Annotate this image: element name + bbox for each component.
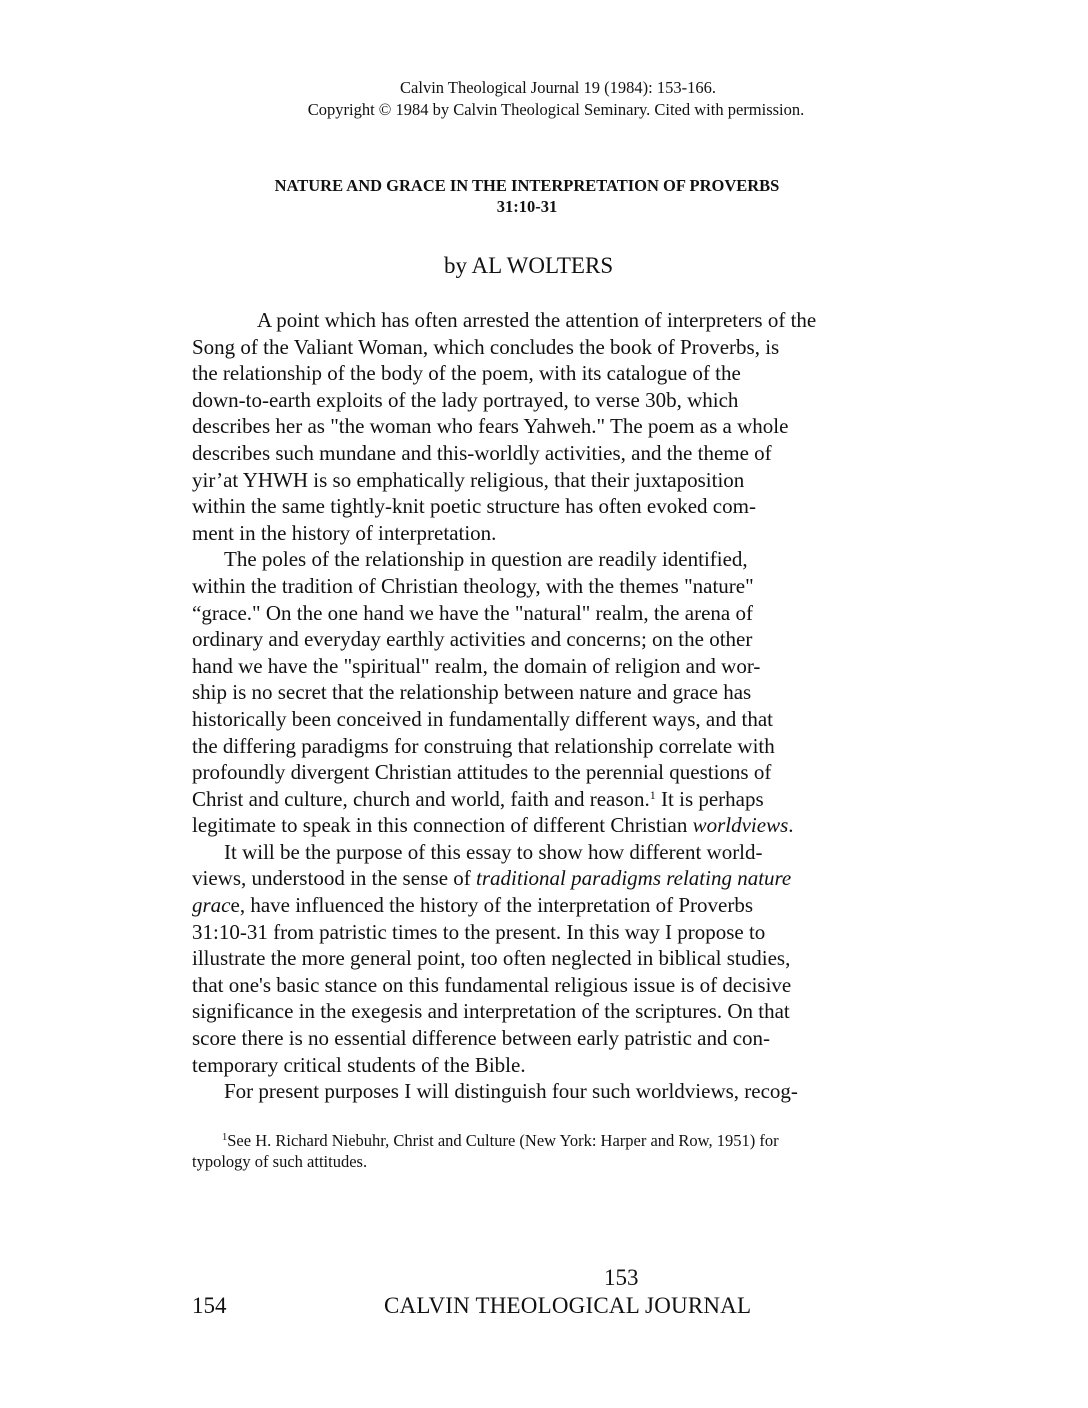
body-line	[192, 865, 872, 892]
body-line: the relationship of the body of the poem, with its catalogue of the	[192, 361, 741, 386]
body-line: describes her as "the woman who fears Yahweh." The poem as a whole	[192, 414, 789, 439]
body-line: It will be the purpose of this essay to show how different world-	[224, 839, 763, 864]
next-page-number: 154	[192, 1293, 227, 1318]
body-text: legitimate to speak in this connection of different Christian	[192, 813, 693, 838]
body-line: 31:10-31 from patristic times to the present. In this way I propose to	[192, 919, 766, 944]
body-line: yir’at YHWH is so emphatically religious, that their juxtaposition	[192, 467, 745, 492]
body-line: A point which has often arrested the attention of interpreters of the	[257, 308, 817, 332]
article-body	[192, 307, 872, 1105]
body-text: .	[788, 813, 794, 838]
body-line: within the same tightly-knit poetic structure has often evoked com-	[192, 494, 756, 519]
body-line: temporary critical students of the Bible.	[192, 1052, 526, 1077]
body-line	[192, 892, 872, 919]
page-number: 153	[604, 1265, 639, 1290]
emphasis-text: traditional paradigms relating nature	[476, 866, 792, 891]
citation-line: Calvin Theological Journal 19 (1984): 153-166.	[400, 78, 716, 97]
body-line: profoundly divergent Christian attitudes to the perennial questions of	[192, 760, 772, 785]
body-line: ship is no secret that the relationship between nature and grace has	[192, 680, 752, 705]
body-line	[192, 812, 872, 839]
body-line	[192, 786, 872, 813]
body-text: e, have influenced the history of the interpretation of Proverbs	[230, 893, 753, 918]
body-line: the differing paradigms for construing that relationship correlate with	[192, 733, 775, 758]
copyright-line: Copyright © 1984 by Calvin Theological Seminary. Cited with permission.	[307, 100, 805, 119]
body-line: The poles of the relationship in question are readily identified,	[224, 547, 748, 572]
footnote-line	[192, 1130, 892, 1151]
article-title-line-1: NATURE AND GRACE IN THE INTERPRETATION OF PROVERBS	[274, 176, 780, 195]
body-line: Song of the Valiant Woman, which concludes the book of Proverbs, is	[192, 334, 780, 359]
body-line: “grace." On the one hand we have the "natural" realm, the arena of	[192, 600, 753, 625]
running-head: CALVIN THEOLOGICAL JOURNAL	[384, 1293, 752, 1318]
body-line: down-to-earth exploits of the lady portrayed, to verse 30b, which	[192, 387, 739, 412]
article-title-line-2: 31:10-31	[496, 197, 558, 216]
body-line: that one's basic stance on this fundamental religious issue is of decisive	[192, 972, 792, 997]
body-line: within the tradition of Christian theology, with the themes "nature"	[192, 573, 754, 598]
body-line: For present purposes I will distinguish four such worldviews, recog-	[224, 1079, 798, 1104]
emphasis-text: worldviews	[692, 813, 789, 838]
footnote-line: typology of such attitudes.	[192, 1152, 368, 1171]
body-line: describes such mundane and this-worldly activities, and the theme of	[192, 440, 772, 465]
footnote-ref: 1	[649, 787, 656, 802]
body-text: views, understood in the sense of	[192, 866, 477, 891]
body-text: Christ and culture, church and world, faith and reason.	[192, 786, 650, 811]
emphasis-text: grac	[192, 893, 231, 918]
body-line: score there is no essential difference between early patristic and con-	[192, 1026, 771, 1051]
author-byline: by AL WOLTERS	[444, 253, 614, 278]
body-text: It is perhaps	[655, 786, 764, 811]
footnote-text: See H. Richard Niebuhr, Christ and Culture (New York: Harper and Row, 1951) for	[227, 1131, 779, 1150]
body-line: historically been conceived in fundamentally different ways, and that	[192, 706, 773, 731]
body-line: ordinary and everyday earthly activities and concerns; on the other	[192, 627, 753, 652]
footnote	[192, 1130, 892, 1172]
body-line: significance in the exegesis and interpretation of the scriptures. On that	[192, 999, 790, 1024]
body-line: ment in the history of interpretation.	[192, 520, 497, 545]
body-line: hand we have the "spiritual" realm, the domain of religion and wor-	[192, 653, 761, 678]
footnote-marker: 1	[222, 1132, 228, 1143]
body-line: illustrate the more general point, too often neglected in biblical studies,	[192, 946, 791, 971]
